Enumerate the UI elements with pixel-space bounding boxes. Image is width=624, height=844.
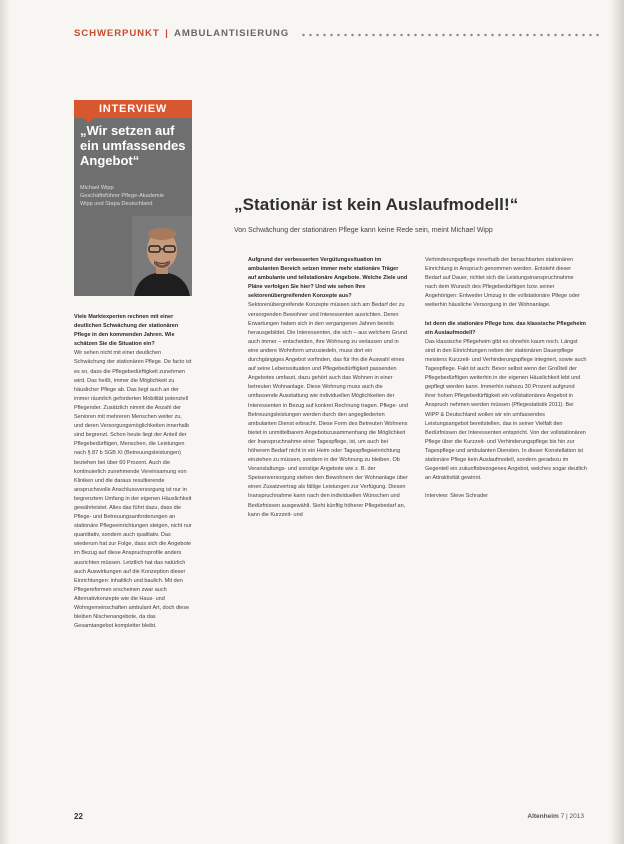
interview-quote: „Wir setzen auf ein umfassendes Angebot“ bbox=[80, 123, 186, 168]
text-column-1 bbox=[74, 313, 192, 631]
interview-label: INTERVIEW bbox=[74, 100, 192, 118]
page-edge-shadow-left bbox=[0, 0, 10, 844]
page-number: 22 bbox=[74, 812, 83, 821]
interview-question: Ist denn die stationäre Pflege bzw. das klassische Pflegeheim ein Auslaufmodell? bbox=[425, 320, 586, 336]
issue-number: 7 | 2013 bbox=[560, 813, 584, 820]
text-column-3 bbox=[425, 256, 587, 501]
magazine-name: Altenheim bbox=[527, 813, 559, 820]
interview-question: Viele Marktexperten rechnen mit einer deutlichen Schwächung der stationären Pflege in den kommenden Jahren. Wie schätzen Sie die Situation ein? bbox=[74, 314, 179, 348]
interview-answer: Sektorenübergreifende Konzepte müssen sich am Bedarf der zu versorgenden Bewohner und Interessenten ausrichten. Deren Erwartungen haben sich in den vergangenen Jahren bereits herausgebildet. Die Interessenten, die sich – aus welchem Grund auch immer – entscheiden, ihre Wohnung zu verlassen und in eine andere Wohnform umzusiedeln, muss dort ein durchgängiges Angebot vorfinden, das für ihn die Auswahl eines auf seine Lebenssituation und Pflegebedürftigkeit passenden Angebotes umfasst, dazu gehört auch das Wohnen in einer betreuten Wohnanlage. Diese Wohnung muss auch die umfassende Ausstattung wie individuellen Möglichkeiten der Interessenten in Bezug auf konkret Rechnung tragen. Pflege- und Betreuungsleistungen werden durch den angegliederten ambulanten Dienst erbracht. Diese Form des Betreuten Wohnens bietet in unmittelbarem Angebotszusammenhang die Möglichkeit der Inanspruchnahme einer Tagespflege, ist, um auch bei höherem Bedarf nicht in ein Heim oder Tagespflegeeinrichtung einziehen zu müssen, sondern in der Wohnung zu bleiben. Ob Veranstaltungs- und sonstige Angebote wie z. B. der Speisenversorgung stehen den Bewohnern der Wohnanlage über einen Zusatzvertrag als fällige Leistungen zur Verfügung. Diesen Inanspruchnahme kann nach den individuellen Wünschen und Bedürfnissen ausgewählt. Sieht künftig höherer Pflegebedarf an, kann die Kurzzeit- und bbox=[248, 302, 408, 518]
section-rubric bbox=[74, 28, 289, 39]
interviewee-line: Michael Wipp bbox=[80, 185, 114, 191]
interview-question: Aufgrund der verbesserten Vergütungssituation im ambulanten Bereich setzen immer mehr stationäre Träger auf ambulante und teilstationäre Angebote. Welche Ziele und Pläne verfolgen Sie hier? Und wie sehen Ihre sektorenübergreifenden Konzepte aus? bbox=[248, 257, 408, 300]
interview-credit: Interview: Steve Schrader bbox=[425, 493, 488, 500]
interviewee-info bbox=[80, 184, 192, 208]
portrait-photo bbox=[132, 216, 192, 296]
interviewee-line: Wipp und Stapa Deutschland bbox=[80, 201, 153, 207]
interview-answer: Das klassische Pflegeheim gibt es ohnehin kaum noch. Längst sind in den Einrichtungen neben der stationären Dauerpflege meistens Kurzzeit- und Verhinderungspflege integriert, sowie auch Tagespflege. Fakt ist auch: Bevor selbst wenn der Großteil der Pflegebedürftigen weiterhin in der eigenen Häuslichkeit lebt und gepflegt werden kann. Immerhin nahezu 30 Prozent aufgrund ihrer hohen Pflegebedürftigkeit ein vollstationäres Angebot in Anspruch nehmen werden müssen (Pflegestatistik 2011). Bei WIPP & Deutschland wollen wir ein umfassendes Leistungsangebot bereitstellen, das in seiner Vielfalt den Bedürfnissen der Interessenten entspricht. Von der vollstationären Pflege über die Kurzzeit- und Verhinderungspflege bis hin zur Tagespflege und ambulanten Diensten. In dieser Konstellation ist stationäre Pflege kein Auslaufmodell, sondern geradezu im Gegenteil ein zukunftsbezogenes Angebot, welches sogar deutlich an Attraktivität gewinnt. bbox=[425, 338, 587, 482]
rubric-main: SCHWERPUNKT bbox=[74, 28, 160, 39]
rubric-sub: AMBULANTISIERUNG bbox=[173, 28, 290, 39]
text-column-2 bbox=[248, 256, 408, 520]
footer-issue bbox=[527, 813, 584, 820]
article-headline: „Stationär ist kein Auslaufmodell!“ bbox=[234, 195, 519, 214]
dotted-rule bbox=[300, 33, 600, 37]
rubric-separator: | bbox=[165, 28, 169, 39]
interview-answer: Wir sehen nicht mit einer deutlichen Schwächung der stationären Pflege. De facto ist es so, dass die Pflegebedürftigkeit zunehmen wird. Das heißt, immer die Möglichkeit zu häuslicher Pflege ab. Das liegt auch an der immer räumlich geforderten Mobilität potenziell Pflegender. Zusätzlich nimmt die Anzahl der Senioren mit mehreren Menschen weiter zu, und deren Versorgungsmöglichkeiten innerhalb sind begrenzt. Schon heute liegt der Anteil der Pflegebedürftigen, Menschen, die Leistungen nach § 87 b SGB XI (Betreuungsleistungen) beziehen bei über 60 Prozent. Auch die kontinuierlich zunehmende Vereinsamung von Kliniken und die daraus resultierende anspruchsvolle Anschlussversorgung ist nur in begrenztem Umfang in der eigenen Häuslichkeit gewährleistet. Alles das führt dazu, dass die Pflege- und Betreuungsanforderungen an stationäre Pflegeeinrichtungen steigen, nicht nur quantitativ, sondern auch qualitativ. Das wiederum hat zur Folge, dass sich die Angebote im Bezug auf diese Anspruchsprofile anders ausrichten müssen. Letztlich hat das natürlich auch Auswirkungen auf die Konzeption dieser Einrichtungen: inhaltlich und baulich. Mit den Pflegereformen erscheinen zwar auch Alternativkonzepte wie die Haus- und Wohngemeinschaften ambulant Art, doch diese bleiben Nischenangebote, da das Gesamtangebot kompletter bleibt. bbox=[74, 350, 192, 630]
interviewee-line: Geschäftsführer Pflege-Akademie bbox=[80, 193, 164, 199]
interview-answer: Verhinderungspflege innerhalb der benachbarten stationären Einrichtung in Anspruch genommen werden. Entsteht dieser Bedarf auf Dauer, richtet sich die Leistungsinanspruchnahme nach dem Wunsch des Pflegebedürftigen bzw. seiner Angehörigen: Entweder Umzug in die vollstationäre Pflege oder weiterhin häusliche Versorgung in der Wohnanlage. bbox=[425, 257, 580, 309]
page-edge-shadow-right bbox=[610, 0, 624, 844]
article-lead: Von Schwächung der stationären Pflege kann keine Rede sein, meint Michael Wipp bbox=[234, 227, 493, 234]
